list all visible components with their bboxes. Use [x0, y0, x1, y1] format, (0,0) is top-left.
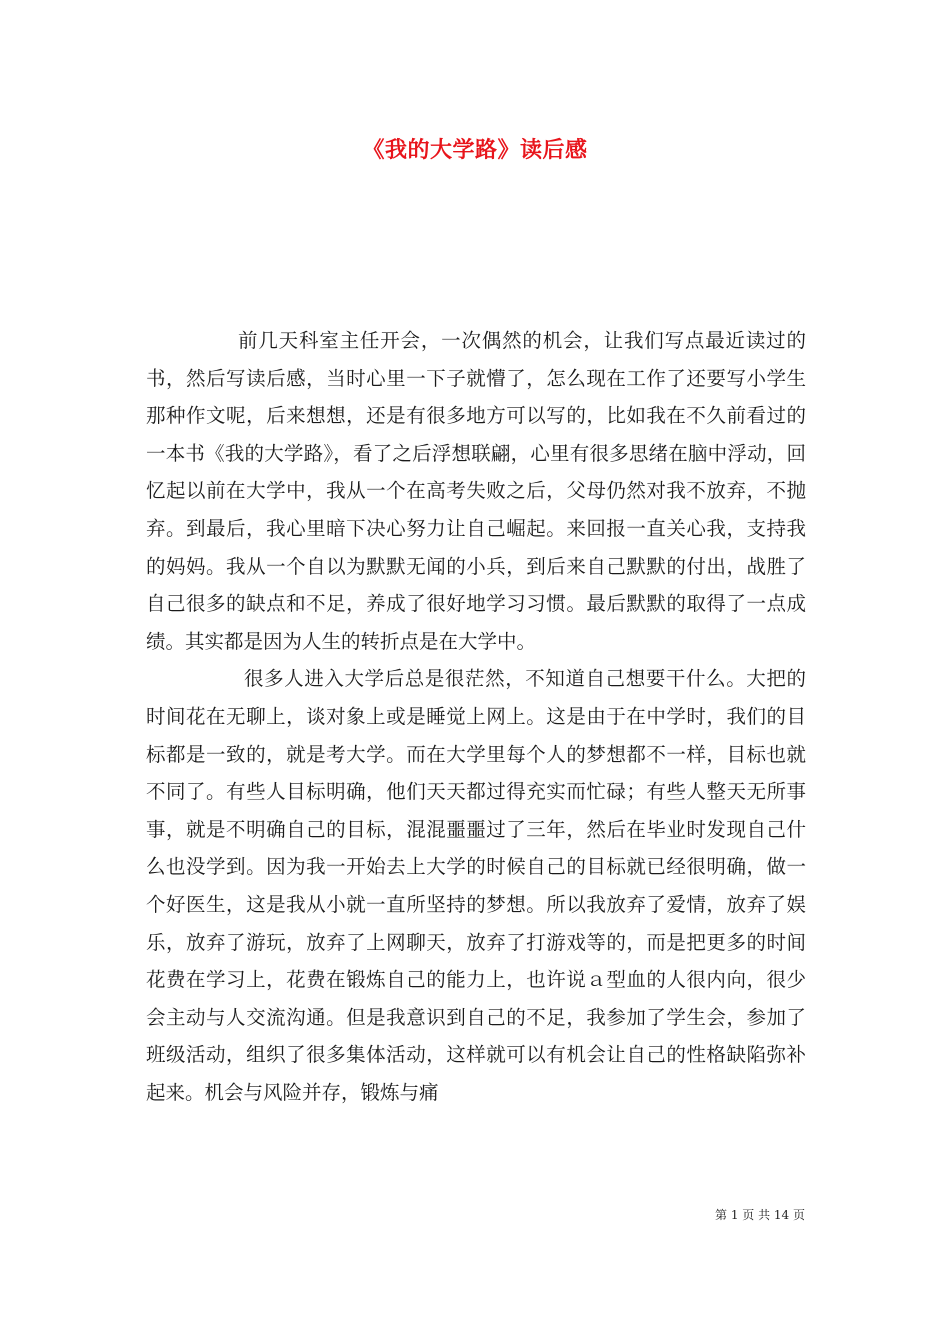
paragraph-2: 很多人进入大学后总是很茫然，不知道自己想要干什么。大把的时间花在无聊上，谈对象上或是睡觉上网上。这是由于在中学时，我们的目标都是一致的，就是考大学。而在大学里每个人的梦想都不一样，目标也就不同了。有些人目标明确，他们天天都过得充实而忙碌；有些人整天无所事事，就是不明确自己的目标，混混噩噩过了三年，然后在毕业时发现自己什么也没学到。因为我一开始去上大学的时候自己的目标就已经很明确，做一个好医生，这是我从小就一直所坚持的梦想。所以我放弃了爱情，放弃了娱乐，放弃了游玩，放弃了上网聊天，放弃了打游戏等的，而是把更多的时间花费在学习上，花费在锻炼自己的能力上，也许说ａ型血的人很内向，很少会主动与人交流沟通。但是我意识到自己的不足，我参加了学生会，参加了班级活动，组织了很多集体活动，这样就可以有机会让自己的性格缺陷弥补起来。机会与风险并存，锻炼与痛 [146, 667, 806, 1104]
page-number-footer: 第 1 页 共 14 页 [715, 1208, 805, 1222]
document-body [146, 322, 806, 1111]
document-title: 《我的大学路》读后感 [362, 137, 588, 163]
paragraph-1: 前几天科室主任开会，一次偶然的机会，让我们写点最近读过的书，然后写读后感，当时心里一下子就懵了，怎么现在工作了还要写小学生那种作文呢，后来想想，还是有很多地方可以写的，比如我在不久前看过的一本书《我的大学路》，看了之后浮想联翩，心里有很多思绪在脑中浮动，回忆起以前在大学中，我从一个在高考失败之后，父母仍然对我不放弃，不抛弃。到最后，我心里暗下决心努力让自己崛起。来回报一直关心我，支持我的妈妈。我从一个自以为默默无闻的小兵，到后来自己默默的付出，战胜了自己很多的缺点和不足，养成了很好地学习习惯。最后默默的取得了一点成绩。其实都是因为人生的转折点是在大学中。 [146, 329, 806, 653]
